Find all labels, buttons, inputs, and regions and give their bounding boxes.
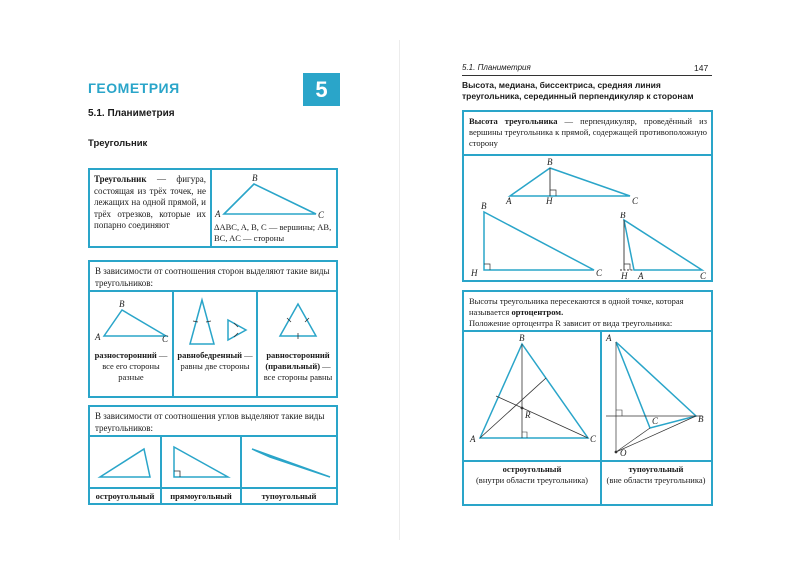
sides-intro: В зависимости от соотношения сторон выделяют такие виды треугольников: xyxy=(95,266,330,288)
right-caption xyxy=(162,491,240,502)
fig3-label-b: B xyxy=(620,212,626,220)
subsection-title: Треугольник xyxy=(88,138,148,149)
orthocenter-triangle-acute xyxy=(480,344,588,438)
altitude-triangle-right xyxy=(484,212,594,270)
scalene-figure xyxy=(92,296,170,346)
altitude-figure-acute xyxy=(504,156,674,204)
scalene-rest: — все его стороны разные xyxy=(102,350,168,382)
orthocenter-obtuse-figure xyxy=(602,334,712,458)
orthocenter-point-o xyxy=(615,451,618,454)
isosceles-caption xyxy=(176,350,254,372)
equilateral-rest: — все стороны равны xyxy=(263,361,333,382)
vertex-label-c: C xyxy=(318,210,325,220)
chapter-number: 5 xyxy=(315,77,328,102)
fig1-label-a: A xyxy=(506,196,512,204)
scalene-label-c: C xyxy=(162,334,169,344)
acute-ortho-rest: (внутри области треугольника) xyxy=(475,475,589,485)
equilateral-figure xyxy=(260,296,338,346)
chapter-title: ГЕОМЕТРИЯ xyxy=(88,80,180,96)
obtuse-term: тупоугольный xyxy=(261,491,317,501)
vertex-label-b: B xyxy=(252,173,258,183)
obtuse-caption xyxy=(242,491,336,502)
definition-term: Треугольник xyxy=(94,174,147,184)
acute-label-a: A xyxy=(470,434,476,444)
definition-box xyxy=(88,168,338,248)
isosceles-figure xyxy=(176,294,254,352)
running-head-rule xyxy=(462,75,712,76)
obtuse-label-o: O xyxy=(620,448,627,458)
definition-body: — фигура, состоящая из трёх точек, не лежащих на одной прямой, и трёх отрезков, которые их попарно соединяют xyxy=(94,174,206,230)
altitude-figure-right xyxy=(466,202,606,278)
acute-term: остроугольный xyxy=(95,491,155,501)
altitude-term: Высота треугольника xyxy=(469,116,558,126)
obtuse-ortho-term: тупоугольный xyxy=(628,464,684,474)
altitude-definition xyxy=(469,116,707,149)
page-number: 147 xyxy=(694,63,709,73)
acute-triangle xyxy=(100,449,150,477)
chapter-number-badge xyxy=(303,73,340,106)
orthocenter-acute-figure xyxy=(466,334,598,458)
right-page xyxy=(400,0,800,566)
fig1-label-b: B xyxy=(547,157,553,167)
section-title: 5.1. Планиметрия xyxy=(88,108,175,119)
fig1-label-h: H xyxy=(546,196,553,204)
isosceles-rest: — равны две стороны xyxy=(180,350,253,371)
fig3-label-h: H xyxy=(621,271,628,280)
acute-label-c: C xyxy=(590,434,597,444)
angles-classification-box xyxy=(88,405,338,505)
right-term: прямоугольный xyxy=(170,491,232,501)
definition-text xyxy=(94,174,206,232)
altitude-triangle-acute xyxy=(510,168,630,196)
equilateral-caption xyxy=(260,350,336,383)
fig3-label-a: A xyxy=(638,271,644,280)
fig2-label-c: C xyxy=(596,268,603,278)
orthocenter-text xyxy=(469,296,709,329)
acute-label-r: R xyxy=(525,410,531,420)
orthocenter-obtuse-caption xyxy=(602,464,710,486)
altitude-body: — перпендикуляр, проведённый из вершины треугольника к прямой, содержащей противоположную сторону xyxy=(469,116,707,148)
orthocenter-acute-caption xyxy=(466,464,598,486)
orthocenter-term: ортоцентром. xyxy=(511,307,564,317)
scalene-label-b: B xyxy=(119,299,125,309)
obtuse-ortho-rest: (вне области треугольника) xyxy=(606,475,706,485)
acute-figure xyxy=(92,439,158,485)
angles-intro: В зависимости от соотношения углов выделяют такие виды треугольников: xyxy=(95,411,325,433)
vertex-label-a: A xyxy=(215,209,221,219)
obtuse-figure xyxy=(244,439,336,485)
isosceles-triangle xyxy=(190,300,214,344)
fig3-label-c: C xyxy=(700,271,707,280)
section-heading: Высота, медиана, биссектриса, средняя линия треугольника, серединный перпендикуляр к сторонам xyxy=(462,80,694,101)
scalene-triangle xyxy=(104,310,166,336)
sides-classification-box xyxy=(88,260,338,398)
acute-ortho-term: остроугольный xyxy=(502,464,562,474)
scalene-caption xyxy=(92,350,170,383)
triangle-abc xyxy=(224,184,316,214)
obtuse-label-a: A xyxy=(606,334,612,343)
fig1-label-c: C xyxy=(632,196,639,204)
acute-label-b: B xyxy=(519,334,525,343)
altitude-box xyxy=(462,110,713,282)
running-head: 5.1. Планиметрия xyxy=(462,63,531,72)
right-figure xyxy=(164,439,238,485)
small-isosceles-triangle xyxy=(228,320,246,340)
altitude-triangle-obtuse xyxy=(624,220,702,270)
obtuse-label-b: B xyxy=(698,414,704,424)
fig2-label-b: B xyxy=(481,202,487,211)
fig2-label-h: H xyxy=(471,268,478,278)
orthocenter-text-2: Положение ортоцентра R зависит от вида треугольника: xyxy=(469,318,673,328)
equilateral-triangle xyxy=(280,304,316,336)
acute-caption xyxy=(90,491,160,502)
orthocenter-text-1: Высоты треугольника пересекаются в одной точке, которая называется xyxy=(469,296,684,317)
obtuse-label-c: C xyxy=(652,416,659,426)
definition-triangle-figure xyxy=(212,172,336,222)
altitude-figure-obtuse xyxy=(610,212,710,280)
right-triangle xyxy=(174,447,228,477)
orthocenter-point-r xyxy=(521,407,524,410)
scalene-label-a: A xyxy=(95,332,101,342)
equilateral-term: равносторонний (правильный) xyxy=(265,350,330,371)
orthocenter-box xyxy=(462,290,713,506)
scalene-term: разносторонний xyxy=(94,350,157,360)
definition-caption: ΔABC, A, B, C — вершины; AB, BC, AC — стороны xyxy=(214,222,332,243)
isosceles-term: равнобедренный xyxy=(177,350,243,360)
obtuse-triangle xyxy=(252,449,330,477)
